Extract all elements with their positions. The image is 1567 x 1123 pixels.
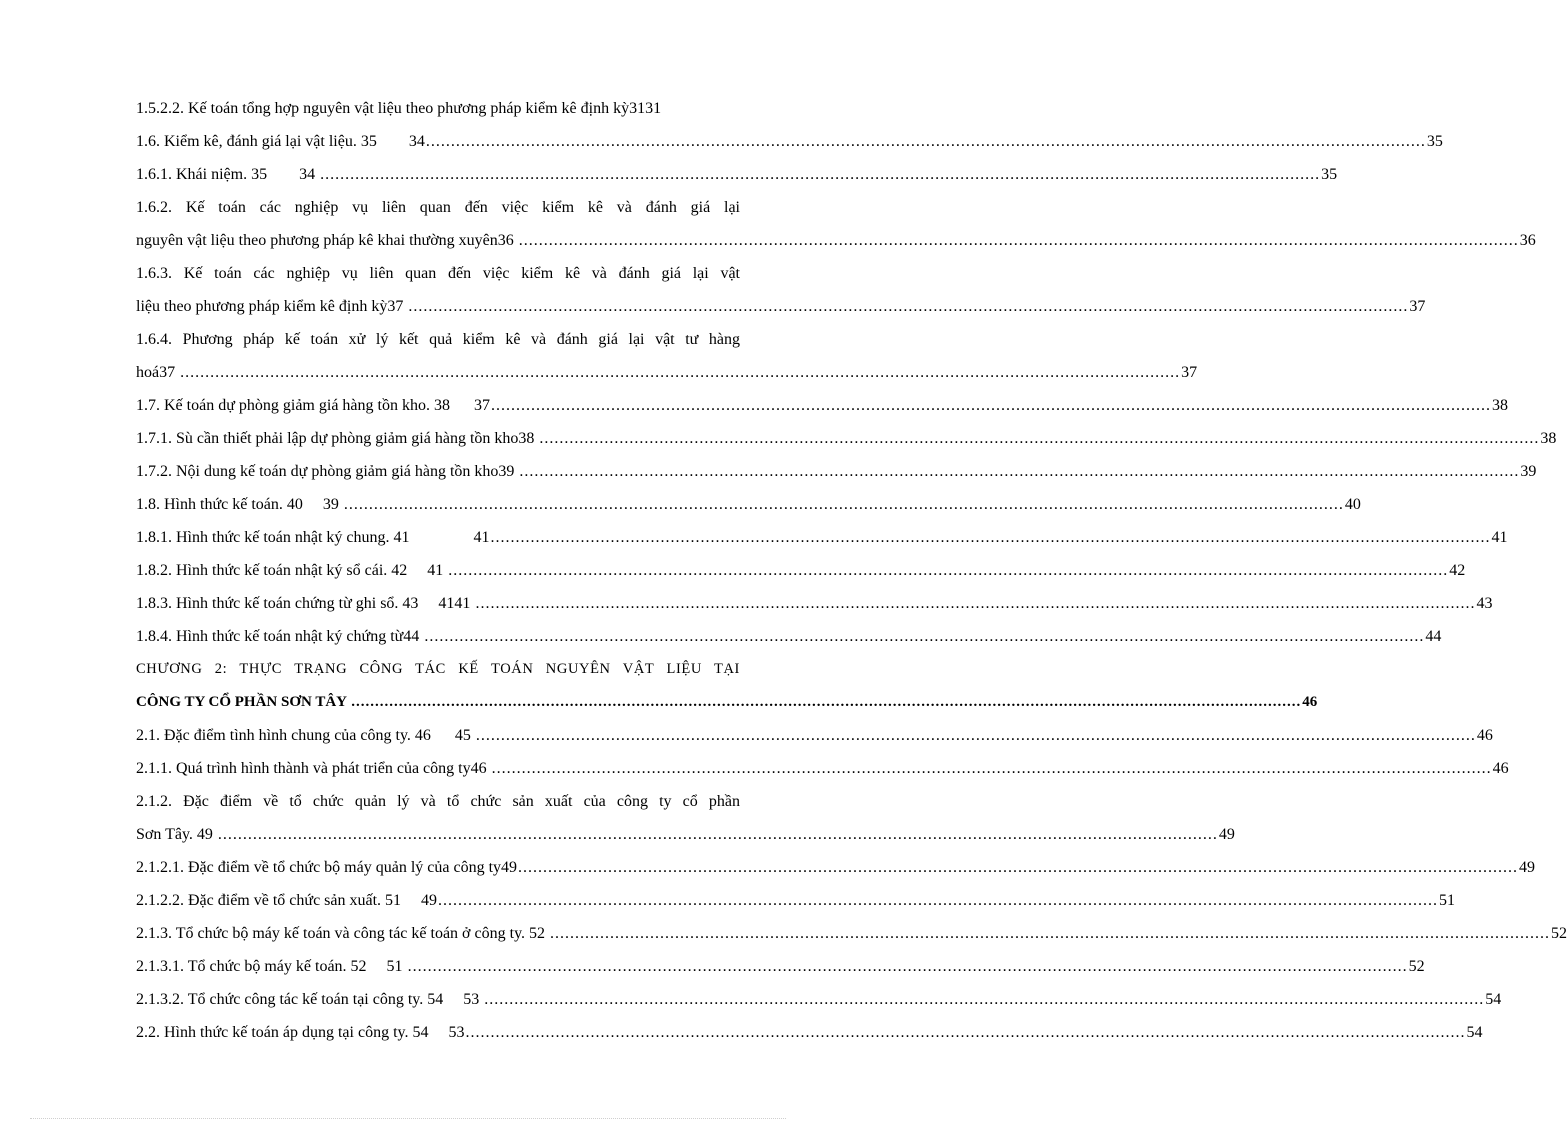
- toc-entry-title: 2.1.1. Quá trình hình thành và phát triển của công ty46: [136, 760, 491, 777]
- toc-entry-title: 1.7.1. Sù cần thiết phải lập dự phòng giảm giá hàng tồn kho38: [136, 430, 539, 447]
- toc-entry-title: 1.8.4. Hình thức kế toán nhật ký chứng từ44: [136, 628, 424, 645]
- toc-line[interactable]: [136, 356, 1198, 389]
- toc-line[interactable]: [136, 719, 1493, 752]
- toc-line[interactable]: [136, 125, 1443, 158]
- toc-line[interactable]: [136, 290, 1426, 323]
- toc-entry-title: liệu theo phương pháp kiểm kê định kỳ37: [136, 298, 408, 315]
- toc-dot-leader: ........................................................................................................................................................................................................: [519, 463, 1520, 480]
- toc-line[interactable]: [136, 917, 1567, 950]
- toc-line[interactable]: [136, 686, 1318, 719]
- toc-dot-leader: ........................................................................................................................................................................................................: [490, 397, 1491, 414]
- toc-page-number: 54: [1485, 991, 1502, 1008]
- toc-dot-leader: ........................................................................................................................................................................................................: [475, 595, 1476, 612]
- toc-line[interactable]: 1.6.3. Kế toán các nghiệp vụ liên quan đến việc kiểm kê và đánh giá lại vật: [136, 265, 740, 282]
- toc-dot-leader: ........................................................................................................................................................................................................: [518, 859, 1519, 876]
- toc-dot-leader: ........................................................................................................................................................................................................: [539, 430, 1540, 447]
- toc-entry-title: 1.8.3. Hình thức kế toán chứng từ ghi sổ. 43 4141: [136, 595, 475, 612]
- toc-line[interactable]: [136, 92, 740, 125]
- toc-line[interactable]: [136, 389, 1508, 422]
- toc-dot-leader: ........................................................................................................................................................................................................: [217, 826, 1218, 843]
- toc-dot-leader: ........................................................................................................................................................................................................: [490, 529, 1491, 546]
- toc-page-number: 38: [1491, 397, 1508, 414]
- toc-line[interactable]: [136, 587, 1493, 620]
- toc-dot-leader: ........................................................................................................................................................................................................: [484, 991, 1485, 1008]
- toc-line[interactable]: [136, 620, 1442, 653]
- toc-page-number: 46: [1476, 727, 1493, 744]
- toc-dot-leader: ........................................................................................................................................................................................................: [425, 133, 1426, 150]
- toc-entry-title: 2.1.3. Tổ chức bộ máy kế toán và công tác kế toán ở công ty. 52: [136, 925, 550, 942]
- toc-entry-title: 1.7. Kế toán dự phòng giảm giá hàng tồn kho. 38 37: [136, 397, 490, 414]
- toc-dot-leader: ........................................................................................................................................................................................................: [343, 496, 1344, 513]
- toc-line[interactable]: [136, 884, 1456, 917]
- toc-page-number: 38: [1540, 430, 1557, 447]
- toc-page-number: 51: [1439, 892, 1456, 909]
- toc-line[interactable]: [136, 422, 1557, 455]
- toc-line[interactable]: [136, 950, 1425, 983]
- toc-page-number: 44: [1425, 628, 1442, 645]
- table-of-contents: [136, 92, 1567, 1049]
- toc-entry-title: Sơn Tây. 49: [136, 826, 217, 843]
- toc-entry-title: hoá37: [136, 364, 180, 381]
- toc-dot-leader: ........................................................................................................................................................................................................: [320, 166, 1321, 183]
- toc-dot-leader: ........................................................................................................................................................................................................: [475, 727, 1476, 744]
- toc-page-number: 42: [1449, 562, 1466, 579]
- toc-page-number: 43: [1476, 595, 1493, 612]
- toc-entry-title: 1.8.2. Hình thức kế toán nhật ký sổ cái. 42 41: [136, 562, 448, 579]
- toc-line[interactable]: [136, 521, 1508, 554]
- toc-line[interactable]: 1.6.2. Kế toán các nghiệp vụ liên quan đến việc kiểm kê và đánh giá lại: [136, 199, 740, 216]
- toc-dot-leader: ........................................................................................................................................................................................................: [518, 232, 1519, 249]
- toc-page-number: 46: [1492, 760, 1509, 777]
- toc-page-number: 49: [1218, 826, 1235, 843]
- toc-page-number: 46: [1302, 694, 1318, 710]
- toc-entry-title: nguyên vật liệu theo phương pháp kê khai thường xuyên36: [136, 232, 518, 249]
- toc-page-number: 35: [1321, 166, 1338, 183]
- toc-entry-title: 2.1.3.2. Tổ chức công tác kế toán tại công ty. 54 53: [136, 991, 484, 1008]
- toc-entry-title: 1.8. Hình thức kế toán. 40 39: [136, 496, 343, 513]
- toc-entry-title: 1.6.1. Khái niệm. 35 34: [136, 166, 320, 183]
- toc-entry-title: 2.1.2.2. Đặc điểm về tổ chức sản xuất. 51 49: [136, 892, 438, 909]
- toc-dot-leader: ........................................................................................................................................................................................................: [448, 562, 1449, 579]
- toc-entry-title: 2.1.2.1. Đặc điểm về tổ chức bộ máy quản lý của công ty49: [136, 859, 518, 876]
- toc-line[interactable]: [136, 455, 1537, 488]
- toc-line[interactable]: [136, 851, 1536, 884]
- toc-entry-title: 2.1.3.1. Tổ chức bộ máy kế toán. 52 51: [136, 958, 407, 975]
- toc-line[interactable]: 2.1.2. Đặc điểm về tổ chức quản lý và tổ chức sản xuất của công ty cổ phần: [136, 793, 740, 810]
- toc-line[interactable]: [136, 818, 1235, 851]
- toc-entry-title: 2.1. Đặc điểm tình hình chung của công ty. 46 45: [136, 727, 475, 744]
- toc-page-number: 49: [1519, 859, 1536, 876]
- toc-dot-leader: ........................................................................................................................................................................................................: [407, 958, 1408, 975]
- toc-page-number: 41: [1491, 529, 1508, 546]
- toc-page-number: 35: [1426, 133, 1443, 150]
- toc-dot-leader: ........................................................................................................................................................................................................: [438, 892, 1439, 909]
- toc-line[interactable]: [136, 554, 1466, 587]
- toc-dot-leader: ........................................................................................................................................................................................................: [408, 298, 1409, 315]
- toc-dot-leader: ........................................................................................................................................................................................................: [550, 925, 1551, 942]
- toc-entry-title: 1.5.2.2. Kế toán tổng hợp nguyên vật liệu theo phương pháp kiểm kê định kỳ3131: [136, 100, 662, 117]
- toc-entry-title: 1.7.2. Nội dung kế toán dự phòng giảm giá hàng tồn kho39: [136, 463, 519, 480]
- toc-line[interactable]: CHƯƠNG 2: THỰC TRẠNG CÔNG TÁC KẾ TOÁN NGUYÊN VẬT LIỆU TẠI: [136, 661, 740, 677]
- toc-dot-leader: ........................................................................................................................................................................................................: [491, 760, 1492, 777]
- toc-page-number: 52: [1408, 958, 1425, 975]
- toc-dot-leader: ........................................................................................................................................................................................................: [180, 364, 1181, 381]
- toc-page-number: 40: [1344, 496, 1361, 513]
- toc-page-number: 52: [1551, 925, 1567, 942]
- toc-entry-title: 1.8.1. Hình thức kế toán nhật ký chung. 41 41: [136, 529, 490, 546]
- toc-dot-leader: ........................................................................................................................................................................................................: [465, 1024, 1466, 1041]
- toc-entry-title: 2.2. Hình thức kế toán áp dụng tại công ty. 54 53: [136, 1024, 465, 1041]
- toc-page-number: 36: [1519, 232, 1536, 249]
- toc-line[interactable]: [136, 488, 1361, 521]
- toc-line[interactable]: 1.6.4. Phương pháp kế toán xử lý kết quả kiểm kê và đánh giá lại vật tư hàng: [136, 331, 740, 348]
- toc-line[interactable]: [136, 158, 1338, 191]
- page-bottom-rule: [30, 1118, 786, 1119]
- toc-page-number: 37: [1181, 364, 1198, 381]
- toc-line[interactable]: [136, 983, 1502, 1016]
- toc-line[interactable]: [136, 224, 1536, 257]
- toc-dot-leader: ........................................................................................................................................................................................................: [351, 694, 1302, 710]
- toc-page-number: 54: [1466, 1024, 1483, 1041]
- toc-dot-leader: ........................................................................................................................................................................................................: [424, 628, 1425, 645]
- toc-entry-title: CÔNG TY CỔ PHẦN SƠN TÂY: [136, 694, 351, 710]
- toc-page-number: 37: [1409, 298, 1426, 315]
- toc-entry-title: 1.6. Kiểm kê, đánh giá lại vật liệu. 35 34: [136, 133, 425, 150]
- toc-line[interactable]: [136, 1016, 1483, 1049]
- toc-page-number: 39: [1520, 463, 1537, 480]
- toc-line[interactable]: [136, 752, 1509, 785]
